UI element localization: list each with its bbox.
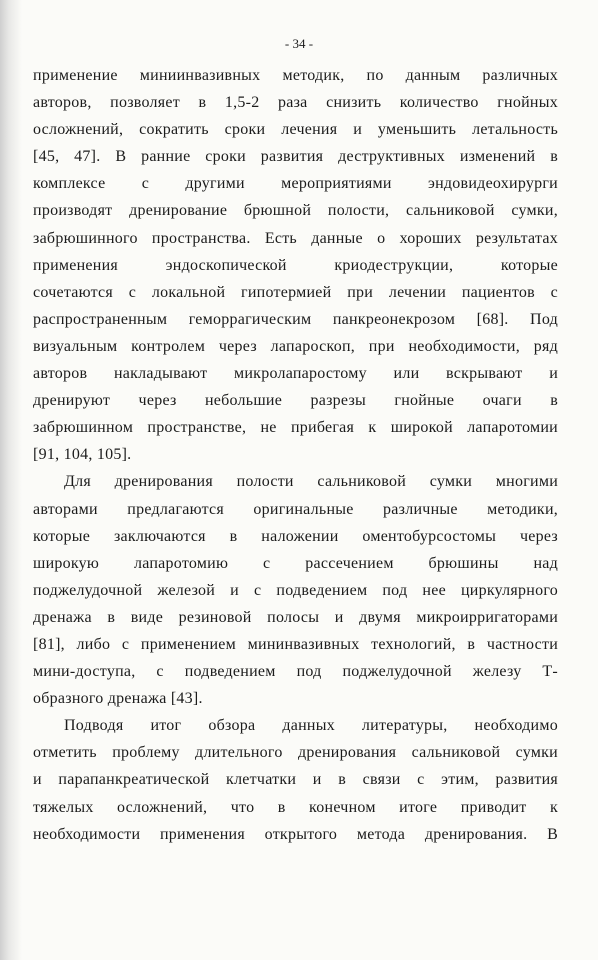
body-text xyxy=(33,62,558,848)
text-line: тяжелых осложнений, что в конечном итоге приводит к xyxy=(33,798,558,816)
text-line: забрюшинном пространстве, не прибегая к широкой лапаротомии xyxy=(33,419,558,437)
text-line: сочетаются с локальной гипотермией при лечении пациентов с xyxy=(33,283,558,301)
text-line: которые заключаются в наложении оментобурсостомы через xyxy=(33,527,558,545)
text-line: авторами предлагаются оригинальные различные методики, xyxy=(33,500,558,518)
text-line: дренажа в виде резиновой полосы и двумя микроирригаторами xyxy=(33,608,558,626)
text-line: производят дренирование брюшной полости, сальниковой сумки, xyxy=(33,202,558,220)
text-line: [45, 47]. В ранние сроки развития деструктивных изменений в xyxy=(33,148,558,166)
text-line: забрюшинного пространства. Есть данные о хороших результатах xyxy=(33,229,558,247)
text-line: Для дренирования полости сальниковой сумки многими xyxy=(64,473,558,491)
text-line: [91, 104, 105]. xyxy=(33,446,132,464)
text-line: авторов накладывают микролапаростому или вскрывают и xyxy=(33,365,558,383)
text-line: дренируют через небольшие разрезы гнойные очаги в xyxy=(33,392,558,410)
text-line: отметить проблему длительного дренирования сальниковой сумки xyxy=(33,744,558,762)
text-line: авторов, позволяет в 1,5-2 раза снизить количество гнойных xyxy=(33,94,558,112)
text-line: [81], либо с применением мининвазивных технологий, в частности xyxy=(33,635,558,653)
text-line: широкую лапаротомию с рассечением брюшины над xyxy=(33,554,558,572)
text-line: поджелудочной железой и с подведением под нее циркулярного xyxy=(33,581,558,599)
text-line: распространенным геморрагическим панкреонекрозом [68]. Под xyxy=(33,310,558,328)
text-line: образного дренажа [43]. xyxy=(33,690,203,708)
text-line: и парапанкреатической клетчатки и в связи с этим, развития xyxy=(33,771,558,789)
page-number: - 34 - xyxy=(284,36,314,51)
text-line: применение миниинвазивных методик, по данным различных xyxy=(33,67,558,84)
text-line: Подводя итог обзора данных литературы, необходимо xyxy=(64,717,558,735)
text-line: визуальным контролем через лапароскоп, при необходимости, ряд xyxy=(33,337,558,355)
scan-binding-shadow xyxy=(0,0,22,960)
text-line: применения эндоскопической криодеструкции, которые xyxy=(33,256,558,274)
text-line: комплексе с другими мероприятиями эндовидеохирурги xyxy=(33,175,558,193)
text-line: осложнений, сократить сроки лечения и уменьшить летальность xyxy=(33,121,558,139)
text-line: необходимости применения открытого метода дренирования. В xyxy=(33,825,558,843)
text-line: мини-доступа, с подведением под поджелудочной железу Т- xyxy=(33,663,558,681)
